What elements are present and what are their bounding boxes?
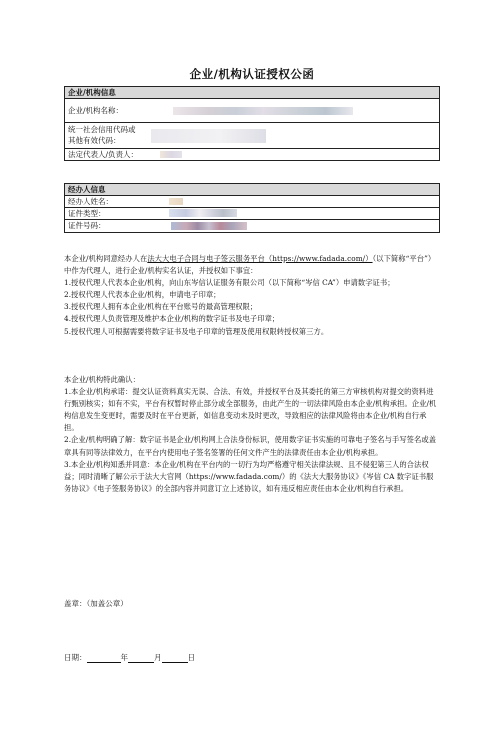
confirm-item: 3.本企业/机构知悉并同意：本企业/机构在平台内的一切行为均严格遵守相关法律法规、且不侵犯第三人的合法权益；同时清晰了解公示于法大大官网（https://www.fadada.com/）的《法大大服务协议》《岑信 CA 数字证书服务协议》《电子签服务协议》的全部内容并同意订立上述协议，如有违反相应责任由本企业/机构自行承担。 (64, 459, 434, 493)
redacted-credit-code (151, 129, 266, 143)
redacted-legal-rep (160, 151, 182, 158)
agent-info-header: 经办人信息 (65, 184, 439, 196)
org-name-label: 企业/机构名称： (68, 106, 124, 115)
agent-name-label: 经办人姓名： (68, 197, 113, 206)
intro-text-start: 本企业/机构同意经办人在 (64, 254, 148, 263)
document-title: 企业/机构认证授权公函 (189, 67, 315, 81)
agent-info-table (64, 183, 440, 233)
auth-item: 2.授权代理人代表本企业/机构，申请电子印章； (64, 290, 221, 300)
auth-item: 5.授权代理人可根据需要将数字证书及电子印章的管理及使用权限转授权第三方。 (64, 326, 329, 336)
redacted-id-number (171, 222, 247, 230)
credit-code-label-1: 统一社会信用代码或 (68, 125, 136, 134)
month-blank[interactable] (128, 654, 154, 663)
agent-name-row (65, 196, 439, 208)
legal-rep-row (65, 149, 439, 160)
confirmation-section (64, 374, 438, 495)
id-type-label: 证件类型： (68, 209, 106, 218)
legal-rep-label: 法定代表人/负责人： (68, 150, 139, 159)
auth-item: 4.授权代理人负责管理及维护本企业/机构的数字证书及电子印章； (64, 314, 280, 324)
date-label: 日期： (64, 653, 87, 662)
auth-item: 1.授权代理人代表本企业/机构，向山东岑信认证服务有限公司（以下简称“岑信 CA”）申请数字证书； (64, 278, 395, 288)
seal-line: 盖章：（加盖公章） (64, 599, 128, 608)
credit-code-row (65, 123, 439, 149)
day-label: 日 (187, 653, 195, 662)
redacted-org-name (173, 107, 353, 115)
id-number-label: 证件号码： (68, 221, 106, 230)
org-info-table (64, 86, 440, 161)
year-label: 年 (120, 653, 128, 662)
id-type-row (65, 208, 439, 220)
month-label: 月 (154, 653, 162, 662)
year-blank[interactable] (87, 654, 121, 663)
id-number-row (65, 220, 439, 232)
platform-link[interactable]: 法大大电子合同与电子签云服务平台（https://www.fadada.com/） (147, 254, 373, 263)
credit-code-label-2: 其他有效代码： (68, 136, 121, 145)
confirm-lead: 本企业/机构特此确认： (64, 375, 140, 384)
confirm-item: 2.企业/机构明确了解：数字证书是企业/机构网上合法身份标识，使用数字证书实施的可靠电子签名与手写签名或盖章具有同等法律效力，在平台内使用电子签名签署的任何文件产生的法律责任由本企业/机构承担。 (64, 435, 437, 457)
authorization-intro (64, 253, 438, 338)
org-info-header: 企业/机构信息 (65, 87, 439, 99)
auth-item: 3.授权代理人拥有本企业/机构在平台账号的最高管理权限； (64, 302, 258, 312)
day-blank[interactable] (162, 654, 188, 663)
redacted-agent-name (169, 198, 183, 205)
org-name-row (65, 99, 439, 123)
intro-statement (64, 253, 438, 277)
intro-text-end: （以下简称“平台”）中作为代理人，进行企业/机构实名认证，并授权如下事宜： (64, 254, 436, 276)
confirm-item: 1.本企业/机构承诺：提交认证资料真实无误、合法、有效，并授权平台及其委托的第三方审核机构对提交的资料进行甄别核实；如有不实，平台有权暂时停止部分或全部服务，由此产生的一切法律风险由本企业/机构承担。企业/机构信息发生变更时，需要及时在平台更新，如信息变动未及时更改，导致相应的法律风险将由本企业/机构自行承担。 (64, 387, 437, 433)
redacted-id-type (169, 209, 237, 217)
date-line (64, 652, 195, 663)
